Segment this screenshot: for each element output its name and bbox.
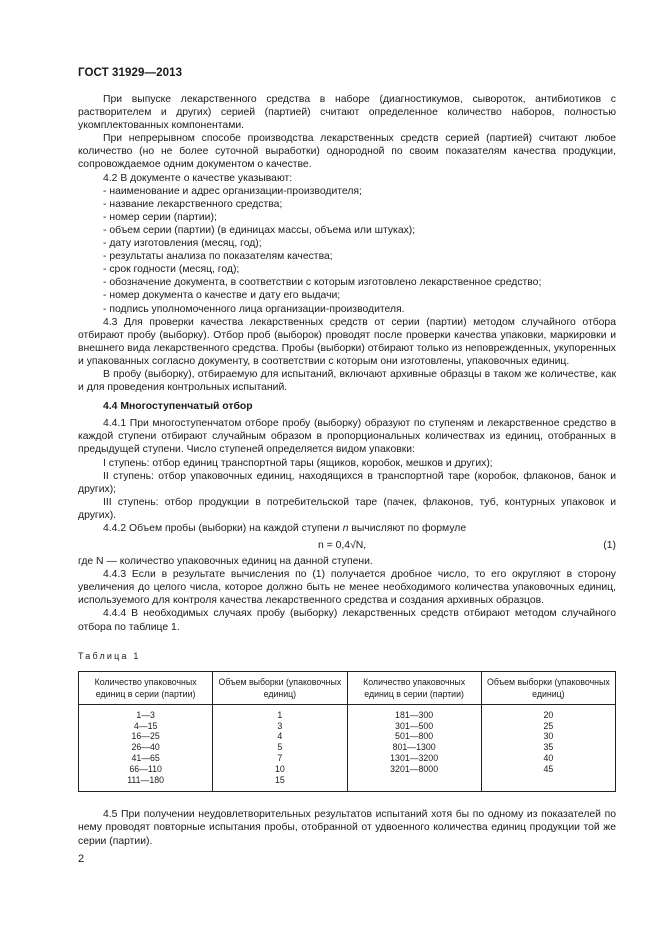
- formula-where: где N — количество упаковочных единиц на данной ступени.: [78, 556, 373, 568]
- stage-1: I ступень: отбор единиц транспортной тары (ящиков, коробок, мешков и других);: [103, 457, 493, 469]
- list-item: - срок годности (месяц, год);: [103, 264, 240, 276]
- table-header-row: [79, 671, 616, 704]
- paragraph-4-5: 4.5 При получении неудовлетворительных результатов испытаний хотя бы по одному из показателей по нему проводят повторные испытания пробы, отобранной от удвоенного количества единиц продукции той же серии (партии).: [78, 809, 616, 847]
- table-cell: 26—40: [131, 742, 160, 753]
- header-lot-size-2: Количество упаковочных единиц в серии (партии): [347, 671, 481, 704]
- column-sample-size-2: [481, 704, 615, 792]
- variable-n: n: [342, 523, 349, 534]
- list-item: - подпись уполномоченного лица организации-производителя.: [103, 303, 405, 315]
- table-caption: Таблица 1: [78, 650, 141, 661]
- section-heading-4-4: 4.4 Многоступенчатый отбор: [103, 401, 253, 413]
- list-item: - номер документа о качестве и дату его выдачи;: [103, 290, 341, 302]
- table-cell: 3: [277, 720, 283, 731]
- paragraph-4-3-archive: В пробу (выборку), отбираемую для испытаний, включают архивные образцы в таком же количестве, как и для проведения контрольных испытаний.: [78, 368, 616, 394]
- table-cell: 30: [543, 731, 554, 742]
- formula-expression: n = 0,4√N,: [318, 540, 367, 552]
- formula-number: (1): [603, 540, 616, 552]
- table-cell: 301—500: [395, 720, 434, 731]
- table-cell: 1—3: [136, 709, 155, 720]
- list-item: - название лекарственного средства;: [103, 198, 283, 210]
- list-item: - обозначение документа, в соответствии с которым изготовлено лекарственное средство;: [103, 277, 542, 289]
- paragraph-4-2: 4.2 В документе о качестве указывают:: [103, 172, 293, 184]
- stage-3: III ступень: отбор продукции в потребительской таре (пачек, флаконов, туб, контурных упаковок и других).: [78, 496, 616, 521]
- paragraph-4-3: 4.3 Для проверки качества лекарственных средств от серии (партии) методом случайного отбора отбирают пробу (выборку). Отбор проб (выборок) проводят после проверки качества упаковки, маркировки и внешнего вида лекарственного средства. Пробы (выборки) отбирают только из неповрежденных, укупоренных и упакованных согласно документу, в соответствии с которым они изготовлены, упаковочных единиц.: [78, 316, 616, 367]
- paragraph-4-4-2-tail: вычисляют по формуле: [348, 523, 467, 534]
- paragraph-continuous-series: При непрерывном способе производства лекарственных средств серией (партией) считают любое количество (но не более суточной выработки) однородной по своим показателям качества продукции, сопровождаемое одним документом о качестве.: [78, 133, 616, 171]
- stage-2: II ступень: отбор упаковочных единиц, находящихся в транспортной таре (коробок, флаконов, банок и других);: [78, 470, 616, 495]
- paragraph-4-4-3: 4.4.3 Если в результате вычисления по (1) получается дробное число, то его округляют в сторону увеличения до целого числа, которое должно быть не менее необходимого количества упаковочных единиц, используемого для контроля качества лекарственного средства и создания архивных образцов.: [78, 569, 616, 607]
- table-cell: 1: [277, 709, 283, 720]
- document-body: [78, 93, 616, 848]
- list-item: - объем серии (партии) (в единицах массы, объема или штуках);: [103, 224, 416, 236]
- column-lot-size-1: [79, 704, 213, 792]
- quality-document-list: [78, 185, 616, 316]
- list-item: - дату изготовления (месяц, год);: [103, 238, 262, 250]
- list-item: - наименование и адрес организации-производителя;: [103, 185, 362, 197]
- table-cell: 16—25: [131, 731, 160, 742]
- column-sample-size-1: [213, 704, 347, 792]
- paragraph-4-4-4: 4.4.4 В необходимых случаях пробу (выборку) лекарственных средств отбирают методом случайного отбора по таблице 1.: [78, 608, 616, 633]
- paragraph-4-4-1: 4.4.1 При многоступенчатом отборе пробу (выборку) образуют по ступеням и лекарственное средство в каждой ступени отбирают случайным образом в пропорциональных количествах из единиц, отобранных в предыдущей ступени. Число ступеней определяется видом упаковки:: [78, 418, 616, 456]
- paragraph-4-4-2: [78, 522, 616, 535]
- table-cell: 41—65: [131, 752, 160, 763]
- table-cell: 7: [277, 752, 283, 763]
- table-cell: 4: [277, 731, 283, 742]
- table-cell: 35: [543, 742, 554, 753]
- page-number: 2: [78, 853, 85, 865]
- table-cell: 40: [543, 752, 554, 763]
- table-body-row: [79, 704, 616, 792]
- table-cell: 5: [277, 742, 283, 753]
- header-lot-size-1: Количество упаковочных единиц в серии (партии): [79, 671, 213, 704]
- sampling-table: [78, 671, 616, 793]
- paragraph-kit-series: При выпуске лекарственного средства в наборе (диагностикумов, сывороток, антибиотиков с растворителем и других) серией (партией) считают определенное количество наборов, полностью укомплектованных компонентами.: [78, 94, 616, 132]
- formula-1: [78, 537, 616, 555]
- header-sample-size-2: Объем выборки (упаковочных единиц): [481, 671, 615, 704]
- table-cell: 1301—3200: [390, 752, 439, 763]
- table-cell: 801—1300: [392, 742, 436, 753]
- header-sample-size-1: Объем выборки (упаковочных единиц): [213, 671, 347, 704]
- table-cell: 501—800: [395, 731, 434, 742]
- list-item: - результаты анализа по показателям качества;: [103, 251, 333, 263]
- table-cell: 4—15: [133, 720, 158, 731]
- document-header: ГОСТ 31929—2013: [78, 67, 183, 79]
- table-cell: 10: [274, 763, 285, 774]
- table-cell: 66—110: [129, 763, 162, 774]
- table-cell: 45: [543, 763, 554, 774]
- paragraph-4-4-2-text: 4.4.2 Объем пробы (выборки) на каждой ступени: [103, 523, 343, 534]
- table-cell: 25: [543, 720, 554, 731]
- table-cell: 15: [274, 774, 285, 785]
- table-cell: 181—300: [395, 709, 434, 720]
- list-item: - номер серии (партии);: [103, 211, 217, 223]
- column-lot-size-2: [347, 704, 481, 792]
- table-cell: 20: [543, 709, 554, 720]
- table-cell: 111—180: [127, 774, 165, 785]
- table-cell: 3201—8000: [390, 763, 439, 774]
